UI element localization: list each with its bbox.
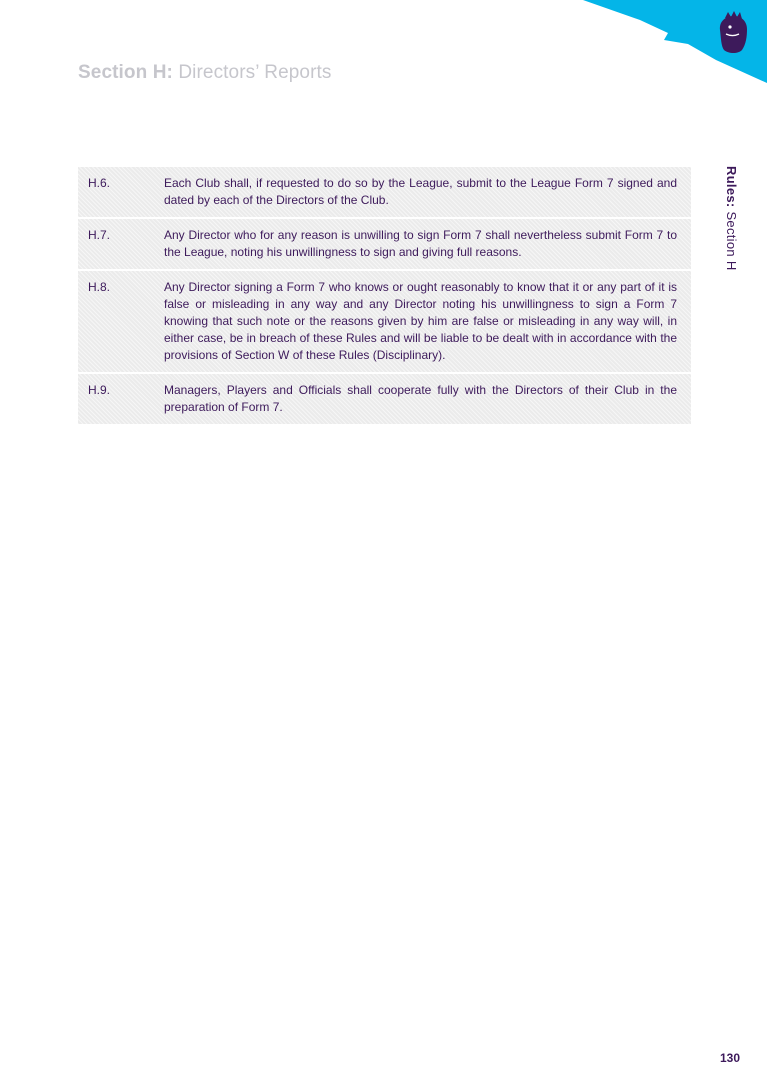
rule-row <box>78 167 691 219</box>
side-label-prefix: Rules: <box>724 166 739 208</box>
rule-row <box>78 271 691 374</box>
rule-number: H.9. <box>88 383 111 397</box>
page-number: 130 <box>719 1051 740 1065</box>
rule-text: Each Club shall, if requested to do so by the League, submit to the League Form 7 signed and dated by each of the Directors of the Club. <box>164 176 677 207</box>
rule-number: H.7. <box>88 228 111 242</box>
rule-number: H.6. <box>88 176 111 190</box>
rule-text: Any Director signing a Form 7 who knows or ought reasonably to know that it or any part of it is false or misleading in any way and any Director noting his unwillingness to sign a Form 7 knowing that such note or the reasons given by him are false or misleading in any way will, in either case, be in breach of these Rules and will be liable to be dealt with in accordance with the provisions of Section W of these Rules (Disciplinary). <box>164 280 677 362</box>
rule-row <box>78 374 691 426</box>
rule-number: H.8. <box>88 280 111 294</box>
section-label: Section H: <box>78 62 173 83</box>
corner-decoration <box>0 0 767 100</box>
rules-table <box>78 167 691 426</box>
side-section-label <box>724 166 739 271</box>
rule-row <box>78 219 691 271</box>
side-label-suffix: Section H <box>724 211 739 271</box>
section-name: Directors’ Reports <box>178 62 332 83</box>
rule-text: Managers, Players and Officials shall cooperate fully with the Directors of their Club in the preparation of Form 7. <box>164 383 677 414</box>
section-title <box>78 62 331 84</box>
rule-text: Any Director who for any reason is unwilling to sign Form 7 shall nevertheless submit Form 7 to the League, noting his unwillingness to sign and giving full reasons. <box>164 228 677 259</box>
